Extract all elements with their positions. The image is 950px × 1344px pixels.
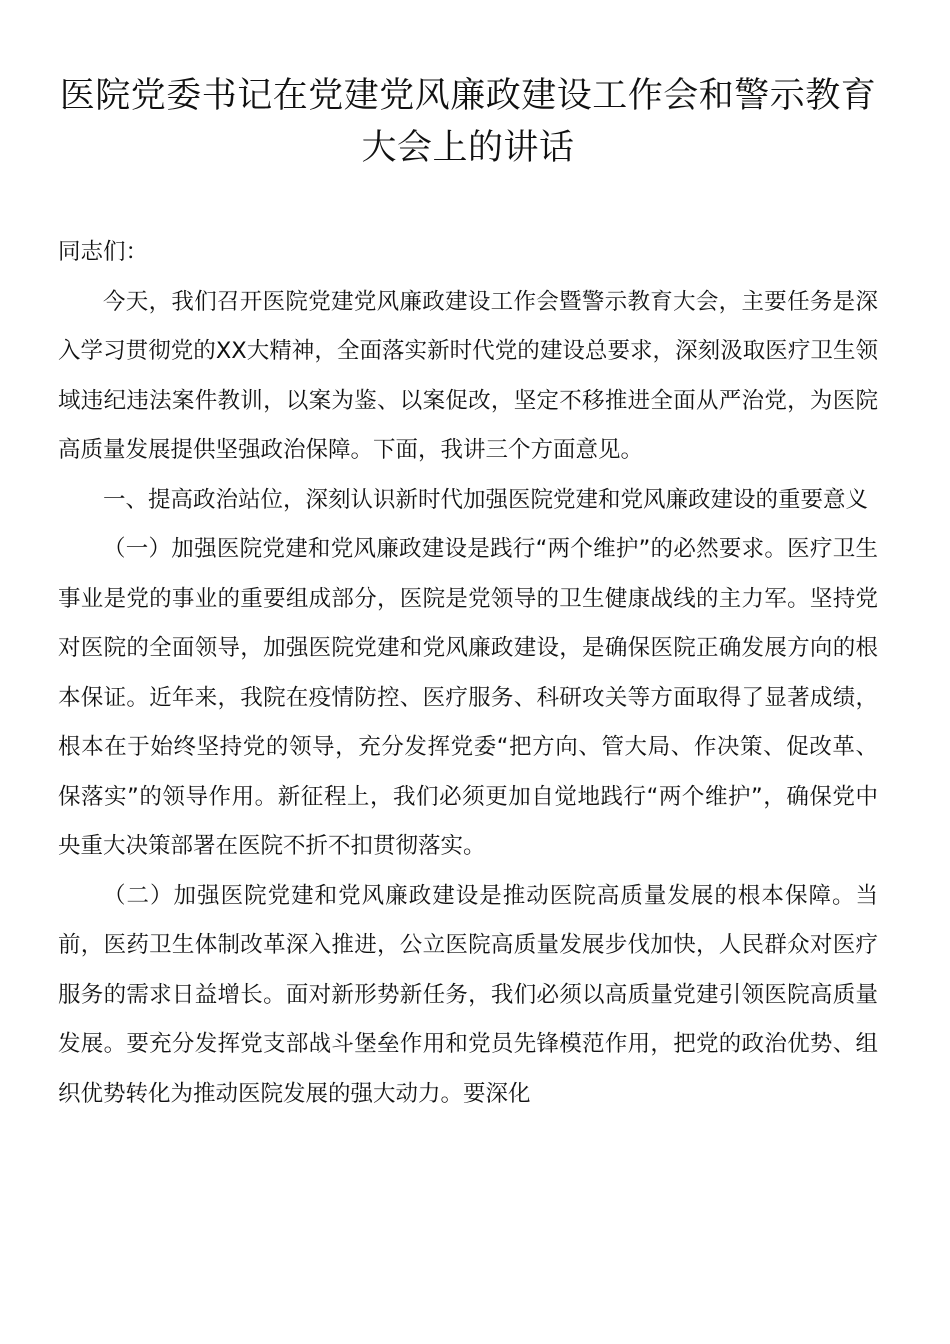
paragraph-intro: 今天，我们召开医院党建党风廉政建设工作会暨警示教育大会，主要任务是深入学习贯彻党的XX大精神，全面落实新时代党的建设总要求，深刻汲取医疗卫生领域违纪违法案件教训，以案为鉴、以案促改，坚定不移推进全面从严治党，为医院高质量发展提供坚强政治保障。下面，我讲三个方面意见。 <box>58 288 878 463</box>
paragraph-subsection-2: （二）加强医院党建和党风廉政建设是推动医院高质量发展的根本保障。当前，医药卫生体制改革深入推进，公立医院高质量发展步伐加快，人民群众对医疗服务的需求日益增长。面对新形势新任务，我们必须以高质量党建引领医院高质量发展。要充分发挥党支部战斗堡垒作用和党员先锋模范作用，把党的政治优势、组织优势转化为推动医院发展的强大动力。要深化 <box>58 882 878 1107</box>
salutation: 同志们： <box>58 239 149 265</box>
document-body <box>58 228 878 1119</box>
section-heading-1: 一、提高政治站位，深刻认识新时代加强医院党建和党风廉政建设的重要意义 <box>103 486 869 513</box>
paragraph-subsection-1: （一）加强医院党建和党风廉政建设是践行“两个维护”的必然要求。医疗卫生事业是党的事业的重要组成部分，医院是党领导的卫生健康战线的主力军。坚持党对医院的全面领导，加强医院党建和党风廉政建设，是确保医院正确发展方向的根本保证。近年来，我院在疫情防控、医疗服务、科研攻关等方面取得了显著成绩，根本在于始终坚持党的领导，充分发挥党委“把方向、管大局、作决策、促改革、保落实”的领导作用。新征程上，我们必须更加自觉地践行“两个维护”，确保党中央重大决策部署在医院不折不扣贯彻落实。 <box>58 536 878 859</box>
document-title: 医院党委书记在党建党风廉政建设工作会和警示教育大会上的讲话 <box>59 76 877 168</box>
